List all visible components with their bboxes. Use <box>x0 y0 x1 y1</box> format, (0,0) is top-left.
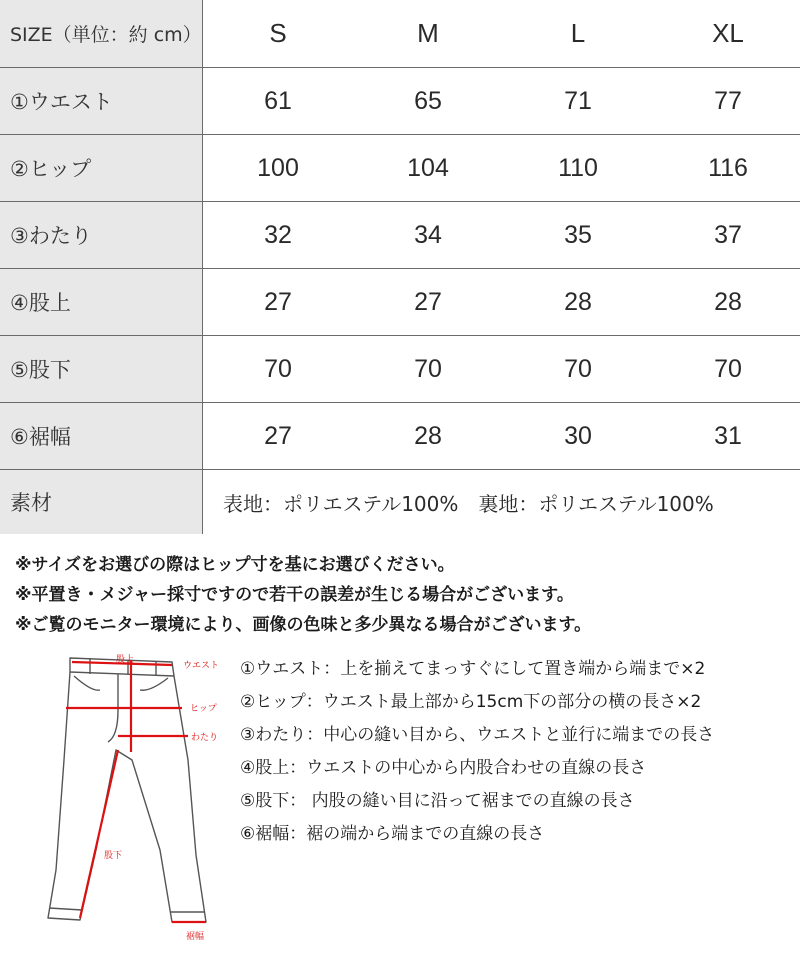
cell-value: 70 <box>414 354 442 383</box>
rise-label: 股上 <box>116 655 135 665</box>
waist-label: ウエスト <box>183 661 220 671</box>
table-row-material <box>0 470 800 534</box>
table-header-label: SIZE（単位：約 cm） <box>0 0 203 67</box>
inseam-label: 股下 <box>104 851 123 861</box>
cell-value: 116 <box>708 153 748 182</box>
cell-value: 70 <box>264 354 292 383</box>
note-size-choice: ※サイズをお選びの際はヒップ寸を基にお選びください。 <box>15 555 455 575</box>
pants-diagram <box>0 640 240 955</box>
material-value: 表地：ポリエステル100% 裏地：ポリエステル100% <box>223 491 714 516</box>
desc-rise: ④股上：ウエストの中心から内股合わせの直線の長さ <box>240 758 647 778</box>
row-label: ①ウエスト <box>0 68 203 134</box>
cell-value: 37 <box>714 220 742 249</box>
cell-value: 35 <box>564 220 592 249</box>
pants-illustration <box>0 640 240 955</box>
cell-value: 28 <box>414 421 442 450</box>
cell-value: 27 <box>264 421 292 450</box>
table-row-hip <box>0 135 800 202</box>
cell-value: 77 <box>714 86 742 115</box>
desc-thigh: ③わたり：中心の縫い目から、ウエストと並行に端までの長さ <box>240 725 715 745</box>
cell-value: 65 <box>414 86 442 115</box>
note-color-difference: ※ご覧のモニター環境により、画像の色味と多少異なる場合がございます。 <box>15 615 592 635</box>
cell-value: 31 <box>714 421 742 450</box>
row-label: ②ヒップ <box>0 135 203 201</box>
cell-value: 100 <box>257 153 299 182</box>
cell-value: 32 <box>264 220 292 249</box>
hip-label: ヒップ <box>190 704 217 714</box>
table-row-rise <box>0 269 800 336</box>
cell-value: 34 <box>414 220 442 249</box>
table-row-waist <box>0 68 800 135</box>
cell-value: 30 <box>564 421 592 450</box>
thigh-label: わたり <box>191 733 219 743</box>
size-m-header: M <box>417 18 439 48</box>
cell-value: 27 <box>414 287 442 316</box>
desc-inseam: ⑤股下： 内股の縫い目に沿って裾までの直線の長さ <box>240 791 635 811</box>
row-label: 素材 <box>0 470 203 534</box>
cell-value: 104 <box>407 153 449 182</box>
cell-value: 27 <box>264 287 292 316</box>
table-row-hem <box>0 403 800 470</box>
cell-value: 28 <box>564 287 592 316</box>
cell-value: 70 <box>714 354 742 383</box>
cell-value: 61 <box>264 86 292 115</box>
row-label: ⑥裾幅 <box>0 403 203 469</box>
desc-hem: ⑥裾幅：裾の端から端までの直線の長さ <box>240 824 545 844</box>
note-measurement-error: ※平置き・メジャー採寸ですので若干の誤差が生じる場合がございます。 <box>15 585 574 605</box>
measurement-descriptions <box>240 653 714 851</box>
size-l-header: L <box>570 18 586 48</box>
table-row-thigh <box>0 202 800 269</box>
notes <box>15 550 591 640</box>
table-header-row <box>0 0 800 68</box>
size-xl-header: XL <box>712 18 744 48</box>
cell-value: 70 <box>564 354 592 383</box>
row-label: ④股上 <box>0 269 203 335</box>
row-label: ⑤股下 <box>0 336 203 402</box>
desc-hip: ②ヒップ：ウエスト最上部から15cm下の部分の横の長さ×2 <box>240 692 702 712</box>
cell-value: 110 <box>558 153 598 182</box>
row-label: ③わたり <box>0 202 203 268</box>
hem-label: 裾幅 <box>186 932 205 942</box>
table-row-inseam <box>0 336 800 403</box>
size-s-header: S <box>269 18 287 48</box>
cell-value: 28 <box>714 287 742 316</box>
desc-waist: ①ウエスト：上を揃えてまっすぐにして置き端から端まで×2 <box>240 659 706 679</box>
cell-value: 71 <box>564 86 592 115</box>
